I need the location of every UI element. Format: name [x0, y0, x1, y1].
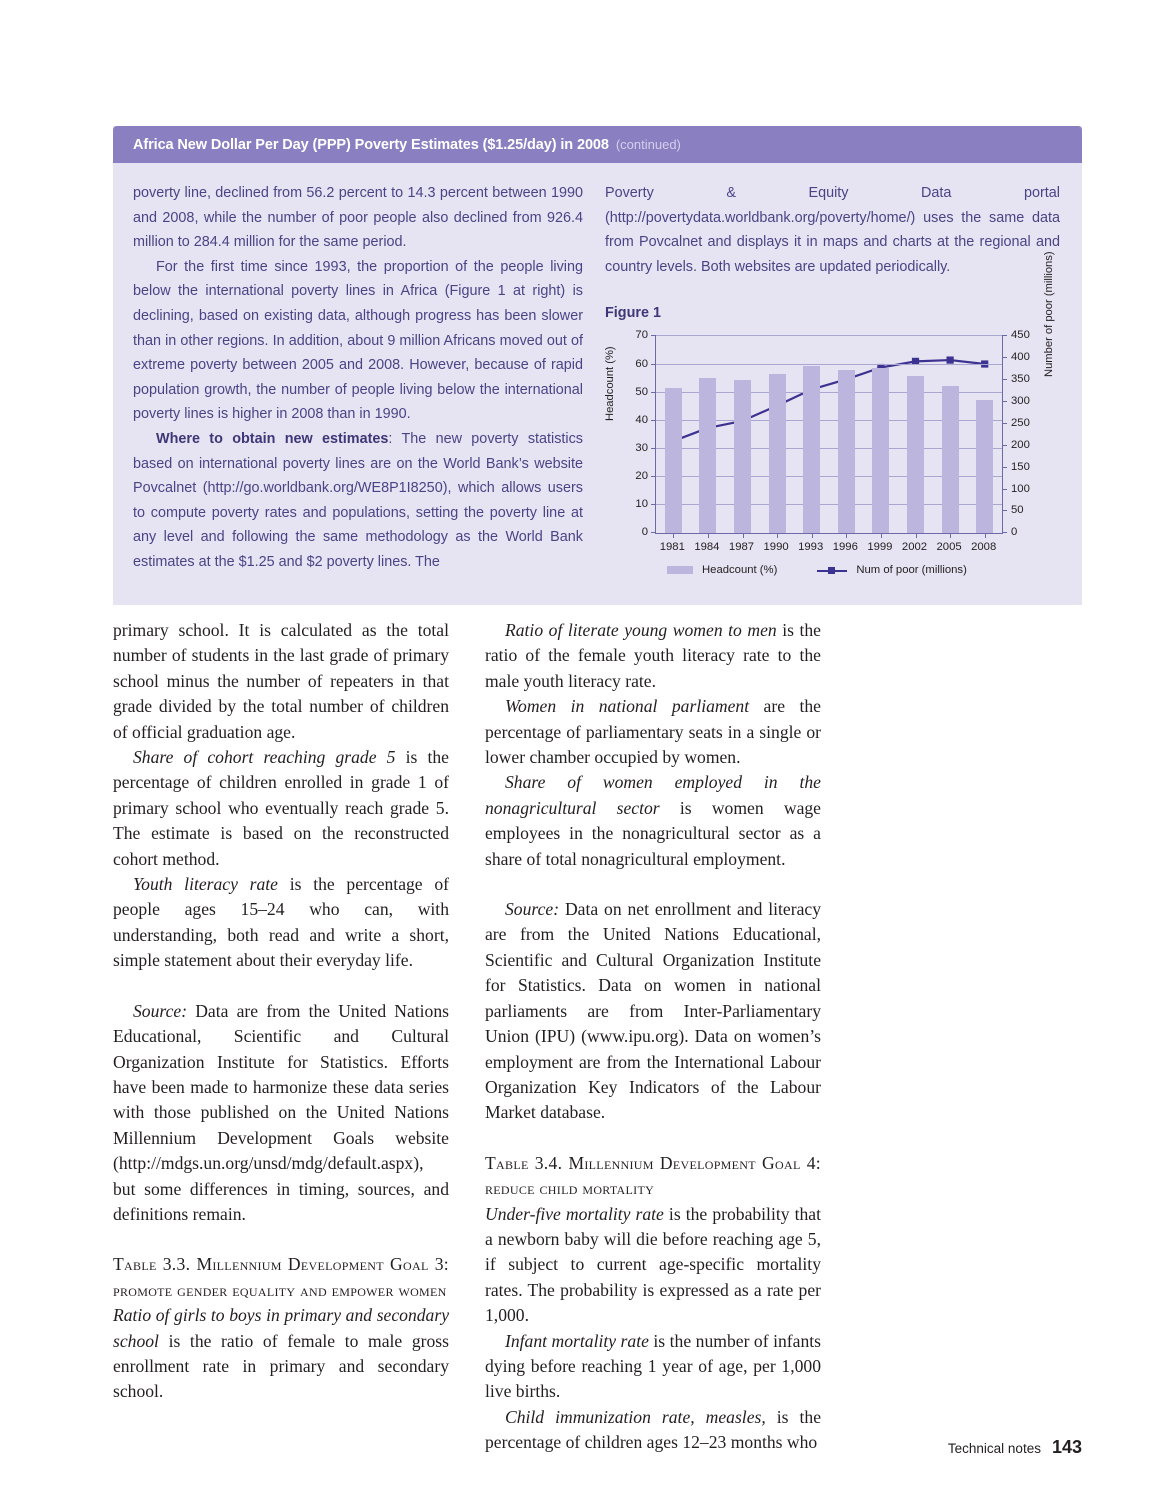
- body-right-paragraph-1: [485, 618, 821, 694]
- chart-right-axis-tick-label: 100: [1011, 482, 1030, 495]
- feature-box: [113, 126, 1082, 605]
- chart-x-axis-tick-label: 1993: [798, 541, 824, 554]
- term-youth-literacy-rate: Youth literacy rate: [133, 874, 278, 895]
- chart-left-tick: [651, 448, 656, 449]
- chart-bar: [803, 366, 820, 533]
- chart-x-axis-tick-label: 1987: [728, 541, 755, 554]
- legend-swatch-headcount: [667, 566, 693, 574]
- chart-x-tick: [950, 533, 951, 538]
- chart-legend: [667, 564, 967, 576]
- body-left-paragraph-5-rest: is the ratio of female to male gross enrollment rate in primary and secondary school.: [113, 1330, 449, 1402]
- body-right-paragraph-2-rest: are the percentage of parliamentary seats in a single or lower chamber occupied by women.: [485, 696, 821, 768]
- feature-right-paragraph-1: Poverty & Equity Data portal (http://povertydata.worldbank.org/poverty/home/) uses the same data from Povcalnet and displays it in maps and charts at the regional and country levels. Both websites are updated periodically.: [605, 185, 1060, 275]
- chart-left-axis-tick-label: 70: [635, 329, 648, 342]
- term-ratio-literate-young-women: Ratio of literate young women to men: [505, 620, 777, 640]
- feature-left-paragraph-3: [133, 427, 583, 575]
- body-right-paragraph-6-rest: is the number of infants dying before reaching 1 year of age, per 1,000 live births.: [485, 1330, 821, 1402]
- chart-x-axis-tick-label: 1996: [832, 541, 858, 554]
- feature-box-continued-label: (continued): [615, 137, 681, 152]
- chart-left-tick: [651, 364, 656, 365]
- chart-right-axis-tick-label: 200: [1011, 438, 1030, 451]
- term-ratio-girls-to-boys: Ratio of girls to boys in primary and secondary school: [113, 1305, 449, 1351]
- body-left-paragraph-3: [113, 872, 449, 974]
- chart-bar: [942, 386, 959, 533]
- page-footer: [948, 1437, 1082, 1458]
- footer-section-label: Technical notes: [947, 1441, 1041, 1456]
- where-to-obtain-rest: : The new poverty statistics based on international poverty lines are on the World Bank’s website Povcalnet (http://go.worldbank.org/WE8P1I8250), which allows users to compute poverty rates and populations, setting the poverty line at any level and following the same methodology as the World Bank estimates at the $1.25 and $2 poverty lines. The: [133, 430, 583, 570]
- chart-right-tick: [1002, 401, 1007, 402]
- body-right-paragraph-6: [485, 1329, 821, 1405]
- body-right-paragraph-5: [485, 1202, 821, 1329]
- feature-box-body: [113, 163, 1082, 605]
- chart-bar: [872, 368, 889, 533]
- chart-right-axis-tick-label: 300: [1011, 395, 1030, 408]
- chart-x-axis-tick-label: 1990: [763, 541, 789, 554]
- chart-right-tick: [1002, 489, 1007, 490]
- chart-right-axis-tick-label: 350: [1011, 373, 1030, 386]
- body-right-paragraph-3: [485, 770, 821, 872]
- body-left-paragraph-3-rest: is the percentage of people ages 15–24 who can, with understanding, both read and write a short, simple statement about their everyday life.: [113, 874, 449, 971]
- term-infant-mortality-rate: Infant mortality rate: [505, 1330, 649, 1351]
- chart-right-tick: [1002, 445, 1007, 446]
- heading-table-3-3: Table 3.3. Millennium Development Goal 3: promote gender equality and empower women: [113, 1254, 449, 1300]
- body-left-paragraph-5: [113, 1303, 449, 1405]
- feature-left-column: [133, 181, 583, 581]
- chart-bar: [665, 388, 682, 533]
- feature-left-paragraph-1: poverty line, declined from 56.2 percent to 14.3 percent between 1990 and 2008, while the number of poor people also declined from 926.4 million to 284.4 million for the same period.: [133, 185, 583, 251]
- figure-label: Figure 1: [605, 305, 661, 322]
- body-left-paragraph-2: [113, 745, 449, 872]
- article-body: [113, 618, 821, 1456]
- body-right-paragraph-1-rest: is the ratio of the female youth literacy rate to the male youth literacy rate.: [485, 620, 821, 691]
- chart-right-axis-tick-label: 400: [1011, 351, 1030, 364]
- chart-x-tick: [743, 533, 744, 538]
- body-right-paragraph-2: [485, 694, 821, 770]
- chart-right-axis-tick-label: 50: [1011, 504, 1024, 517]
- chart-x-axis-tick-label: 2005: [936, 541, 962, 554]
- chart-right-axis-tick-label: 450: [1011, 329, 1030, 342]
- chart-left-tick: [651, 392, 656, 393]
- chart-x-axis-tick-label: 2002: [901, 541, 928, 554]
- chart-right-tick: [1002, 467, 1007, 468]
- body-left-column: [113, 618, 449, 1456]
- term-share-women-nonagricultural: Share of women employed in the nonagricultural sector: [485, 772, 821, 818]
- feature-right-column: [605, 181, 1060, 581]
- footer-page-number: 143: [1051, 1437, 1082, 1457]
- chart-left-axis-tick-label: 40: [635, 413, 648, 426]
- chart-x-axis-tick-label: 1981: [659, 541, 685, 554]
- chart-left-tick: [651, 476, 656, 477]
- feature-left-paragraph-2: For the first time since 1993, the proportion of the people living below the international poverty lines in Africa (Figure 1 at right) is declining, based on existing data, although progress has been slower than in other regions. In addition, about 9 million Africans moved out of extreme poverty between 2005 and 2008. However, because of rapid population growth, the number of people living below the international poverty lines is higher in 2008 than in 1990.: [133, 258, 583, 423]
- chart-gridline: [656, 364, 1002, 365]
- chart-x-tick: [673, 533, 674, 538]
- source-label-right: Source:: [505, 899, 560, 920]
- chart-bar: [699, 378, 716, 533]
- chart-bar: [734, 380, 751, 533]
- chart-gridline: [656, 335, 1002, 336]
- chart-line-path: [673, 360, 984, 441]
- chart-x-tick: [846, 533, 847, 538]
- chart-left-axis-tick-label: 60: [635, 357, 648, 370]
- chart-x-tick: [812, 533, 813, 538]
- heading-table-3-4: Table 3.4. Millennium Development Goal 4: reduce child mortality: [485, 1152, 821, 1199]
- chart-left-axis-title: Headcount (%): [604, 346, 616, 422]
- legend-label-num-of-poor: Num of poor (millions): [856, 564, 967, 577]
- chart-right-tick: [1002, 532, 1007, 533]
- chart-right-tick: [1002, 510, 1007, 511]
- term-share-of-cohort: Share of cohort reaching grade 5: [133, 747, 396, 768]
- chart-right-axis-tick-label: 150: [1011, 460, 1030, 473]
- chart-x-axis-tick-label: 2008: [971, 541, 997, 554]
- chart-left-axis-tick-label: 20: [635, 470, 648, 483]
- chart-left-axis-tick-label: 10: [635, 498, 648, 511]
- body-left-paragraph-1: primary school. It is calculated as the total number of students in the last grade of primary school minus the number of repeaters in that grade divided by the total number of children of official graduation age.: [113, 620, 449, 742]
- feature-box-header: [113, 126, 1082, 163]
- chart-x-tick: [777, 533, 778, 538]
- chart-x-axis-tick-label: 1984: [694, 541, 720, 554]
- chart-right-axis-tick-label: 250: [1011, 416, 1030, 429]
- chart-x-axis-tick-label: 1999: [867, 541, 893, 554]
- term-women-in-national-parliament: Women in national parliament: [505, 696, 750, 717]
- chart-x-tick: [708, 533, 709, 538]
- body-right-source-paragraph: [485, 897, 821, 1126]
- where-to-obtain-lead: Where to obtain new estimates: [156, 430, 389, 447]
- source-label-left: Source:: [133, 1000, 188, 1021]
- chart-left-tick: [651, 420, 656, 421]
- body-left-source-paragraph: [113, 999, 449, 1228]
- chart-x-tick: [881, 533, 882, 538]
- body-right-paragraph-3-rest: is women wage employees in the nonagricultural sector as a share of total nonagricultural employment.: [485, 797, 821, 869]
- body-left-paragraph-2-rest: is the percentage of children enrolled in grade 1 of primary school who eventually reach grade 5. The estimate is based on the reconstructed cohort method.: [113, 747, 449, 869]
- legend-label-headcount: Headcount (%): [702, 564, 778, 577]
- chart-left-tick: [651, 335, 656, 336]
- body-right-paragraph-5-rest: is the probability that a newborn baby will die before reaching age 5, if subject to current age-specific mortality rates. The probability is expressed as a rate per 1,000.: [485, 1203, 821, 1326]
- chart-left-axis-tick-label: 30: [635, 441, 648, 454]
- chart-left-axis-tick-label: 0: [641, 526, 648, 539]
- feature-box-title: Africa New Dollar Per Day (PPP) Poverty Estimates ($1.25/day) in 2008: [133, 136, 609, 153]
- body-right-paragraph-7: [485, 1405, 821, 1456]
- chart-bar: [976, 400, 993, 534]
- chart-left-tick: [651, 532, 656, 533]
- chart-plot-area: [655, 336, 1003, 534]
- chart-right-axis-tick-label: 0: [1011, 526, 1018, 539]
- term-under-five-mortality-rate: Under-five mortality rate: [485, 1203, 664, 1224]
- chart-bar: [769, 374, 786, 533]
- chart-right-tick: [1002, 423, 1007, 424]
- term-child-immunization-rate: Child immunization rate, measles,: [505, 1406, 766, 1427]
- body-left-source-text: Data are from the United Nations Educational, Scientific and Cultural Organization Institute for Statistics. Efforts have been made to harmonize these data series with those published on the United Nations Millennium Development Goals website (http://mdgs.un.org/unsd/mdg/default.aspx), but some differences in timing, sources, and definitions remain.: [113, 1000, 449, 1224]
- body-right-paragraph-7-rest: is the percentage of children ages 12–23 months who: [485, 1406, 822, 1453]
- chart-left-axis-tick-label: 50: [635, 385, 648, 398]
- chart-right-axis-title: Number of poor (millions): [1043, 251, 1055, 378]
- chart-x-tick: [985, 533, 986, 538]
- chart-left-tick: [651, 504, 656, 505]
- chart-right-tick: [1002, 357, 1007, 358]
- chart-bar: [838, 370, 855, 533]
- body-right-column: [485, 618, 821, 1456]
- chart-x-tick: [916, 533, 917, 538]
- chart-bar: [907, 376, 924, 533]
- chart-right-tick: [1002, 335, 1007, 336]
- legend-swatch-num-of-poor: [817, 566, 847, 575]
- body-right-source-text: Data on net enrollment and literacy are from the United Nations Educational, Scientific and Cultural Organization Institute for Statistics. Data on women in national parliaments are from Inter-Parliamentary Union (IPU) (www.ipu.org). Data on women’s employment are from the International Labour Organization Key Indicators of the Labour Market database.: [485, 899, 821, 1123]
- chart-right-tick: [1002, 379, 1007, 380]
